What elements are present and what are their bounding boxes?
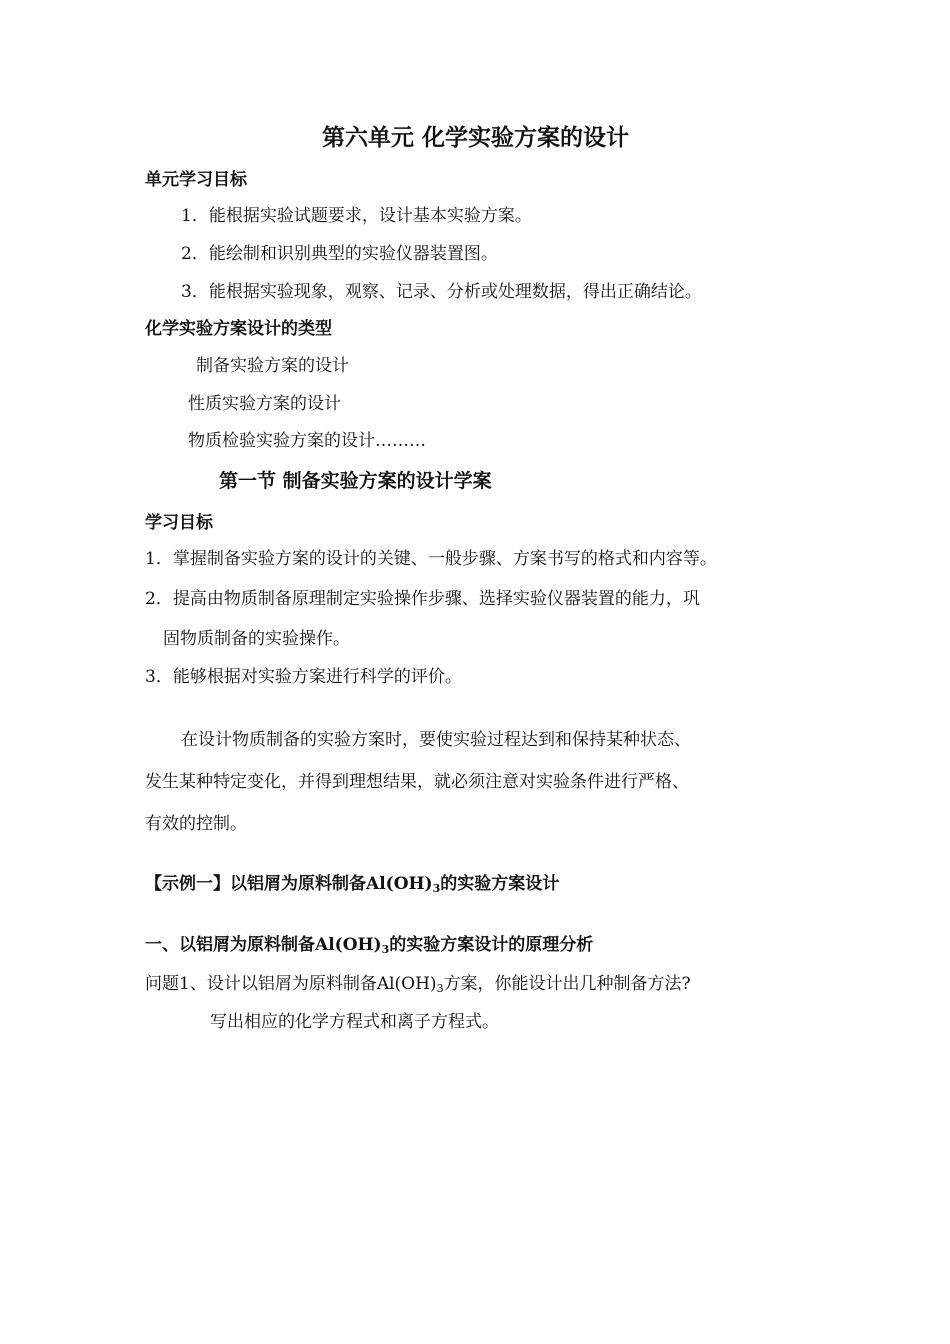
unit-goals-heading: 单元学习目标 bbox=[145, 170, 247, 190]
example-heading-subscript: 3 bbox=[432, 882, 441, 895]
intro-line-2: 发生某种特定变化，并得到理想结果，就必须注意对实验条件进行严格、 bbox=[145, 772, 689, 792]
learning-goal-2-line2: 固物质制备的实验操作。 bbox=[163, 629, 350, 649]
analysis-heading-prefix: 一、以铝屑为原料制备Al(OH) bbox=[145, 935, 382, 955]
analysis-heading bbox=[145, 937, 593, 955]
type-item-preparation: 制备实验方案的设计 bbox=[196, 356, 349, 376]
example-heading-prefix: 【示例一】以铝屑为原料制备Al(OH) bbox=[145, 874, 433, 894]
unit-goal-2: 2．能绘制和识别典型的实验仪器装置图。 bbox=[181, 244, 498, 264]
type-item-detection: 物质检验实验方案的设计……… bbox=[188, 431, 426, 451]
types-heading: 化学实验方案设计的类型 bbox=[145, 319, 332, 339]
question-1 bbox=[145, 976, 691, 994]
learning-goal-1: 1．掌握制备实验方案的设计的关键、一般步骤、方案书写的格式和内容等。 bbox=[145, 549, 717, 569]
intro-line-1: 在设计物质制备的实验方案时，要使实验过程达到和保持某种状态、 bbox=[181, 730, 691, 750]
example-heading-suffix: 的实验方案设计 bbox=[440, 874, 560, 894]
question-1-line-2: 写出相应的化学方程式和离子方程式。 bbox=[210, 1012, 499, 1032]
example-heading bbox=[145, 876, 559, 894]
section-title: 第一节 制备实验方案的设计学案 bbox=[219, 470, 492, 492]
unit-goal-3: 3．能根据实验现象，观察、记录、分析或处理数据，得出正确结论。 bbox=[181, 282, 702, 302]
analysis-heading-subscript: 3 bbox=[381, 943, 390, 956]
type-item-property: 性质实验方案的设计 bbox=[188, 394, 341, 414]
learning-goal-2-line1: 2．提高由物质制备原理制定实验操作步骤、选择实验仪器装置的能力，巩 bbox=[145, 589, 700, 609]
question-1-subscript: 3 bbox=[436, 982, 444, 995]
unit-goal-1: 1．能根据实验试题要求，设计基本实验方案。 bbox=[181, 206, 532, 226]
intro-line-3: 有效的控制。 bbox=[145, 814, 247, 834]
analysis-heading-suffix: 的实验方案设计的原理分析 bbox=[389, 935, 594, 955]
question-1-suffix: 方案，你能设计出几种制备方法? bbox=[443, 974, 691, 994]
unit-title: 第六单元 化学实验方案的设计 bbox=[322, 124, 630, 151]
learning-goals-heading: 学习目标 bbox=[145, 513, 213, 533]
learning-goal-3: 3．能够根据对实验方案进行科学的评价。 bbox=[145, 667, 462, 687]
question-1-prefix: 问题1、设计以铝屑为原料制备Al(OH) bbox=[145, 974, 437, 994]
